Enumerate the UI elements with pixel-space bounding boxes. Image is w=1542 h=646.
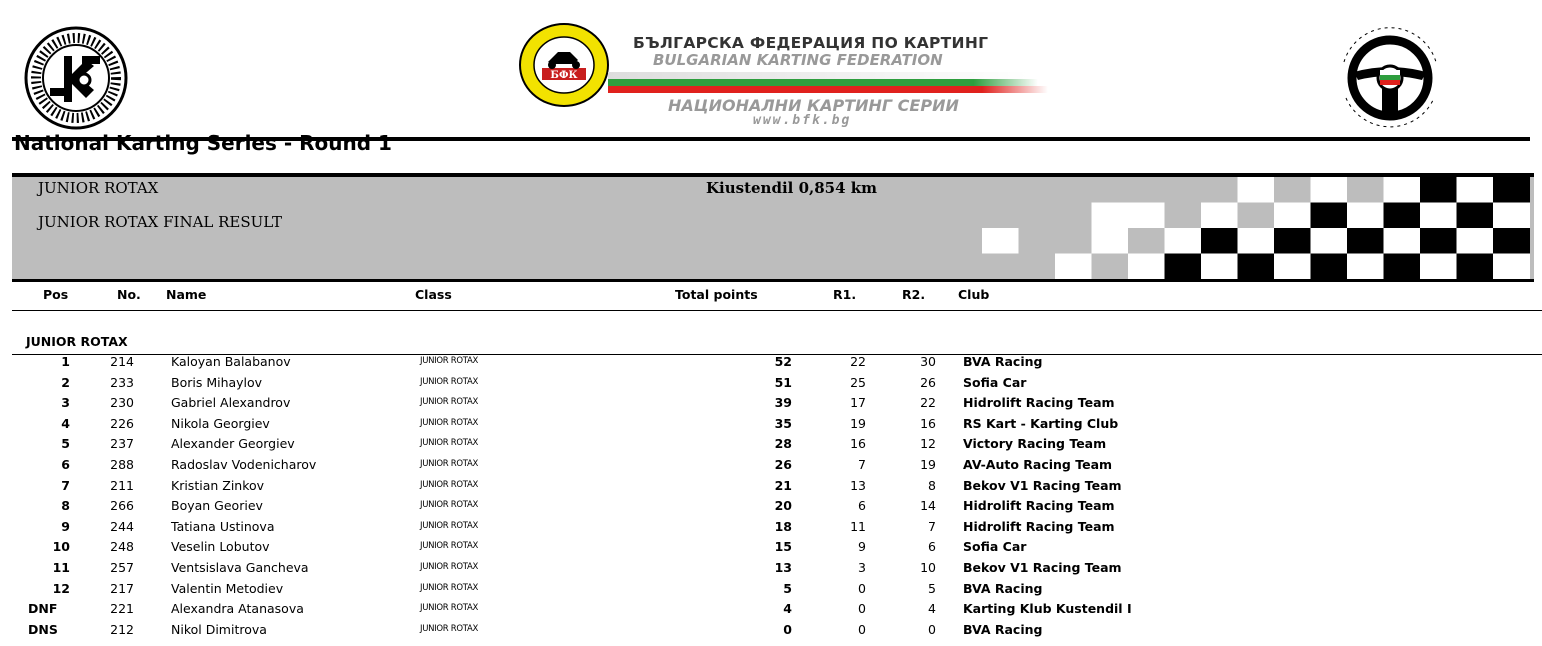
- cell-class: JUNIOR ROTAX: [420, 356, 479, 366]
- cell-no: 212: [110, 621, 134, 637]
- table-row: [0, 395, 1542, 415]
- flag-square: [1055, 228, 1092, 254]
- cell-r2: 12: [920, 436, 936, 452]
- col-club: Club: [958, 287, 990, 302]
- cell-total: 0: [783, 621, 792, 637]
- cell-pos: DNF: [28, 601, 58, 617]
- cell-total: 52: [774, 354, 792, 369]
- cell-class: JUNIOR ROTAX: [420, 479, 479, 490]
- cell-total: 20: [774, 498, 792, 514]
- flag-square: [1092, 203, 1129, 229]
- cell-pos: 7: [61, 477, 70, 493]
- cell-r1: 25: [850, 374, 866, 390]
- table-row: [0, 498, 1542, 518]
- cell-total: 39: [774, 395, 792, 411]
- cell-no: 233: [110, 374, 134, 390]
- cell-name: Gabriel Alexandrov: [171, 395, 291, 411]
- cell-club: Bekov V1 Racing Team: [963, 560, 1122, 575]
- flag-square: [1311, 228, 1348, 254]
- cell-name: Alexander Georgiev: [171, 436, 295, 452]
- cell-no: 217: [110, 580, 134, 596]
- flag-square: [1493, 254, 1530, 280]
- website: www.bfk.bg: [753, 113, 852, 128]
- section-title: JUNIOR ROTAX: [26, 334, 128, 349]
- flag-square: [1238, 203, 1275, 229]
- flag-square: [1493, 228, 1530, 254]
- flag-square: [1019, 254, 1056, 280]
- result-title: JUNIOR ROTAX FINAL RESULT: [38, 213, 283, 231]
- bfk-banner: [518, 18, 1048, 132]
- cell-no: 288: [110, 457, 134, 472]
- bfk-kart-logo: [518, 22, 610, 108]
- cell-club: Sofia Car: [963, 539, 1027, 555]
- flag-square: [1384, 177, 1421, 203]
- cell-no: 211: [110, 477, 134, 493]
- cell-club: Victory Racing Team: [963, 436, 1107, 452]
- cell-no: 257: [110, 560, 134, 575]
- flag-square: [1493, 203, 1530, 229]
- cell-club: BVA Racing: [963, 621, 1043, 637]
- flag-square: [1384, 254, 1421, 280]
- col-total: Total points: [675, 287, 758, 302]
- cell-class: JUNIOR ROTAX: [420, 582, 479, 593]
- cell-r1: 19: [850, 415, 866, 431]
- cell-total: 21: [774, 477, 792, 493]
- cell-no: 221: [110, 601, 134, 617]
- cell-total: 13: [774, 560, 792, 575]
- cell-class: JUNIOR ROTAX: [420, 500, 479, 511]
- cell-r1: 9: [858, 539, 866, 555]
- flag-square: [1420, 203, 1457, 229]
- cell-class: JUNIOR ROTAX: [420, 520, 479, 531]
- flag-square: [1311, 203, 1348, 229]
- cell-name: Boyan Georiev: [171, 498, 263, 514]
- flag-square: [1238, 254, 1275, 280]
- table-row: [0, 560, 1542, 580]
- cell-class: JUNIOR ROTAX: [420, 397, 479, 408]
- table-header: [0, 287, 1542, 305]
- flag-square: [1347, 228, 1384, 254]
- cell-club: AV-Auto Racing Team: [963, 457, 1113, 472]
- cell-total: 35: [774, 415, 792, 431]
- cell-name: Valentin Metodiev: [171, 580, 284, 596]
- cell-r2: 7: [928, 518, 936, 534]
- table-row: [0, 416, 1542, 436]
- cell-class: JUNIOR ROTAX: [420, 417, 479, 428]
- cell-club: Sofia Car: [963, 374, 1027, 390]
- header-underline: [12, 310, 1542, 311]
- cell-pos: 2: [61, 374, 70, 390]
- flag-square: [1493, 177, 1530, 203]
- col-r1: R1.: [833, 287, 857, 302]
- cell-r1: 17: [850, 395, 866, 411]
- cell-no: 266: [110, 498, 134, 514]
- flag-stripe-red: [608, 86, 1048, 93]
- cell-name: Kristian Zinkov: [171, 477, 265, 493]
- cell-pos: 10: [52, 539, 70, 555]
- cell-class: JUNIOR ROTAX: [420, 603, 479, 614]
- cell-no: 237: [110, 436, 134, 452]
- cell-total: 51: [774, 374, 792, 390]
- fia-karting-logo: [24, 26, 128, 130]
- cell-pos: 9: [61, 518, 70, 534]
- cell-club: RS Kart - Karting Club: [963, 415, 1119, 431]
- federation-name-bg: БЪЛГАРСКА ФЕДЕРАЦИЯ ПО КАРТИНГ: [633, 34, 989, 52]
- cell-r2: 22: [920, 395, 936, 411]
- cell-total: 18: [774, 518, 792, 534]
- federation-name-en: BULGARIAN KARTING FEDERATION: [653, 51, 943, 69]
- flag-square: [1092, 228, 1129, 254]
- cell-r2: 16: [920, 415, 936, 431]
- cell-class: JUNIOR ROTAX: [420, 541, 479, 552]
- cell-r1: 6: [858, 498, 866, 514]
- cell-r1: 0: [858, 601, 866, 617]
- cell-r1: 16: [850, 436, 866, 452]
- cell-r2: 19: [920, 457, 936, 472]
- cell-pos: 8: [61, 498, 70, 514]
- flag-square: [1274, 177, 1311, 203]
- flag-square: [1201, 254, 1238, 280]
- cell-r1: 7: [858, 457, 866, 472]
- cell-club: BVA Racing: [963, 354, 1043, 369]
- cell-r1: 0: [858, 621, 866, 637]
- cell-club: Hidrolift Racing Team: [963, 518, 1115, 534]
- flag-square: [1347, 177, 1384, 203]
- cell-pos: DNS: [28, 621, 58, 637]
- flag-stripe-green: [608, 79, 1038, 86]
- cell-club: BVA Racing: [963, 580, 1043, 596]
- flag-square: [1238, 177, 1275, 203]
- flag-square: [1128, 203, 1165, 229]
- flag-square: [1128, 254, 1165, 280]
- flag-square: [1311, 254, 1348, 280]
- table-row: [0, 457, 1542, 477]
- cell-club: Hidrolift Racing Team: [963, 498, 1115, 514]
- cell-pos: 4: [61, 415, 70, 431]
- flag-square: [1128, 228, 1165, 254]
- flag-square: [1274, 203, 1311, 229]
- track-label: Kiustendil 0,854 km: [706, 179, 878, 197]
- cell-no: 214: [110, 354, 134, 369]
- cell-pos: 12: [52, 580, 70, 596]
- cell-r2: 14: [920, 498, 936, 514]
- flag-square: [1347, 203, 1384, 229]
- flag-square: [1092, 254, 1129, 280]
- cell-name: Boris Mihaylov: [171, 374, 263, 390]
- cell-total: 4: [783, 601, 792, 617]
- cell-r1: 11: [850, 518, 866, 534]
- flag-square: [1274, 254, 1311, 280]
- table-row: [0, 375, 1542, 395]
- cell-no: 248: [110, 539, 134, 555]
- cell-total: 26: [774, 457, 792, 472]
- cell-name: Kaloyan Balabanov: [171, 354, 291, 369]
- col-pos: Pos: [43, 287, 69, 302]
- cell-class: JUNIOR ROTAX: [420, 623, 479, 634]
- cell-r2: 0: [928, 621, 936, 637]
- cell-r2: 26: [920, 374, 936, 390]
- col-r2: R2.: [902, 287, 926, 302]
- table-row: [0, 581, 1542, 601]
- flag-square: [1165, 203, 1202, 229]
- table-row: [0, 436, 1542, 456]
- flag-square: [1311, 177, 1348, 203]
- table-row: [0, 519, 1542, 539]
- steering-wheel-logo: [1330, 22, 1450, 134]
- flag-square: [1055, 254, 1092, 280]
- col-name: Name: [166, 287, 207, 302]
- cell-r1: 0: [858, 580, 866, 596]
- cell-club: Hidrolift Racing Team: [963, 395, 1115, 411]
- cell-name: Alexandra Atanasova: [171, 601, 304, 617]
- cell-name: Veselin Lobutov: [171, 539, 270, 555]
- cell-r1: 3: [858, 560, 866, 575]
- col-no: No.: [117, 287, 141, 302]
- event-info-box: [12, 173, 1534, 282]
- svg-text:БФК: БФК: [550, 70, 578, 81]
- cell-class: JUNIOR ROTAX: [420, 562, 479, 572]
- cell-total: 15: [774, 539, 792, 555]
- flag-square: [1457, 254, 1494, 280]
- cell-name: Nikola Georgiev: [171, 415, 270, 431]
- table-row: [0, 354, 1542, 374]
- cell-name: Radoslav Vodenicharov: [171, 457, 317, 472]
- flag-square: [1384, 203, 1421, 229]
- flag-square: [1274, 228, 1311, 254]
- flag-square: [982, 228, 1019, 254]
- cell-pos: 3: [61, 395, 70, 411]
- table-row: [0, 622, 1542, 642]
- table-row: [0, 478, 1542, 498]
- cell-no: 226: [110, 415, 134, 431]
- cell-pos: 11: [52, 560, 70, 575]
- table-row: [0, 539, 1542, 559]
- flag-square: [1420, 177, 1457, 203]
- cell-total: 5: [783, 580, 792, 596]
- table-row: [0, 601, 1542, 621]
- cell-pos: 5: [61, 436, 70, 452]
- series-name: НАЦИОНАЛНИ КАРТИНГ СЕРИИ: [668, 96, 959, 115]
- cell-name: Ventsislava Gancheva: [171, 560, 309, 575]
- flag-stripe-white: [608, 72, 1028, 79]
- cell-no: 230: [110, 395, 134, 411]
- cell-no: 244: [110, 518, 134, 534]
- flag-square: [1165, 254, 1202, 280]
- flag-square: [1420, 228, 1457, 254]
- cell-r2: 5: [928, 580, 936, 596]
- flag-square: [1347, 254, 1384, 280]
- flag-square: [1201, 228, 1238, 254]
- cell-r1: 13: [850, 477, 866, 493]
- cell-class: JUNIOR ROTAX: [420, 459, 479, 469]
- cell-r2: 10: [920, 560, 936, 575]
- cell-r1: 22: [850, 354, 866, 369]
- flag-square: [1165, 228, 1202, 254]
- cell-r2: 6: [928, 539, 936, 555]
- flag-square: [1457, 203, 1494, 229]
- cell-total: 28: [774, 436, 792, 452]
- col-class: Class: [415, 287, 452, 302]
- category-label: JUNIOR ROTAX: [38, 179, 159, 197]
- cell-class: JUNIOR ROTAX: [420, 376, 479, 387]
- cell-name: Nikol Dimitrova: [171, 621, 267, 637]
- flag-square: [1384, 228, 1421, 254]
- cell-r2: 30: [920, 354, 936, 369]
- flag-square: [1238, 228, 1275, 254]
- cell-r2: 8: [928, 477, 936, 493]
- cell-pos: 1: [61, 354, 70, 369]
- flag-square: [1457, 177, 1494, 203]
- cell-class: JUNIOR ROTAX: [420, 438, 479, 449]
- cell-club: Karting Klub Kustendil I: [963, 601, 1132, 617]
- cell-pos: 6: [61, 457, 70, 472]
- flag-square: [1420, 254, 1457, 280]
- flag-square: [1457, 228, 1494, 254]
- page-title: National Karting Series - Round 1: [14, 133, 392, 155]
- cell-name: Tatiana Ustinova: [171, 518, 275, 534]
- cell-club: Bekov V1 Racing Team: [963, 477, 1122, 493]
- flag-square: [1201, 203, 1238, 229]
- cell-r2: 4: [928, 601, 936, 617]
